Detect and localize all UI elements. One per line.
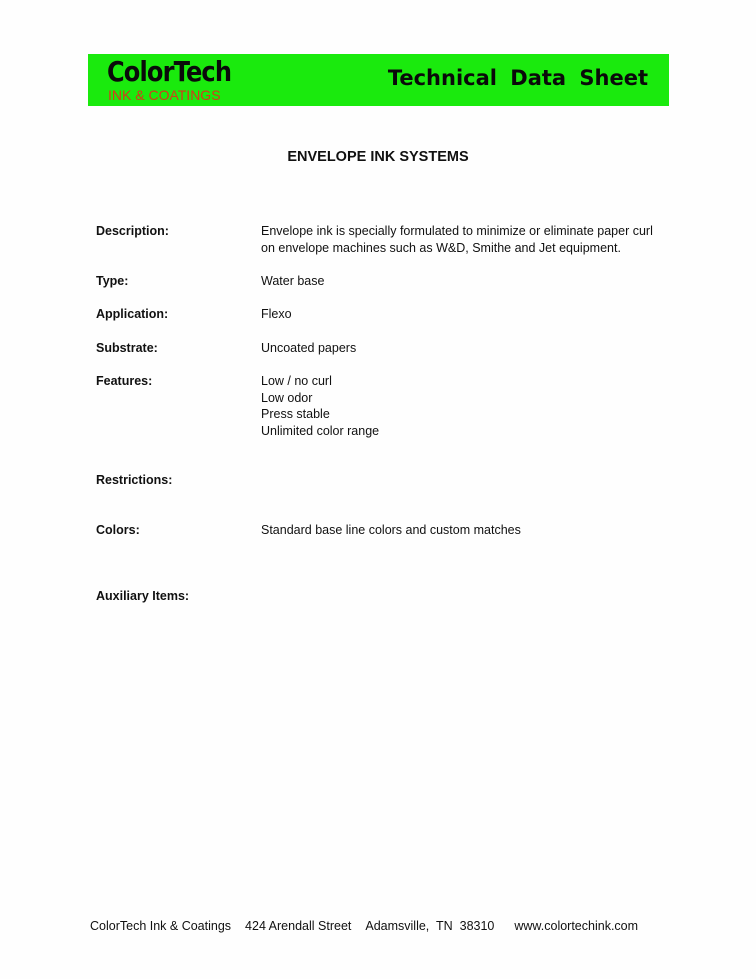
field-value-line: Water base	[261, 274, 325, 288]
header-banner	[88, 54, 669, 106]
field-value-line: Unlimited color range	[261, 423, 380, 438]
banner-title: Technical Data Sheet	[387, 66, 648, 90]
field-value	[261, 340, 666, 357]
field-label: Colors:	[96, 523, 140, 537]
field-label: Auxiliary Items:	[96, 589, 190, 603]
field-value-line: Press stable	[261, 407, 330, 421]
field-value-line: Flexo	[261, 307, 292, 321]
footer-city: Adamsville, TN 38310	[365, 919, 495, 933]
footer-street: 424 Arendall Street	[245, 919, 352, 933]
field-value-line: Low odor	[261, 390, 313, 405]
field-value-line: on envelope machines such as W&D, Smithe and Jet equipment.	[261, 240, 621, 255]
company-logo: ColorTech	[107, 55, 232, 88]
field-value-line: Standard base line colors and custom matches	[261, 523, 521, 537]
field-label: Application:	[96, 307, 169, 321]
field-label: Features:	[96, 374, 153, 388]
field-value-line: Envelope ink is specially formulated to minimize or eliminate paper curl	[261, 224, 653, 238]
field-value	[261, 273, 666, 290]
field-label: Type:	[96, 274, 129, 288]
field-label: Substrate:	[96, 341, 158, 355]
field-value-line: Low / no curl	[261, 374, 332, 388]
field-value	[261, 373, 666, 439]
field-label: Description:	[96, 224, 169, 238]
field-label: Restrictions:	[96, 473, 173, 487]
company-logo-subtitle: INK & COATINGS	[108, 87, 221, 103]
field-value	[261, 522, 666, 539]
footer	[90, 918, 638, 934]
footer-company: ColorTech Ink & Coatings	[90, 919, 232, 933]
document-title: ENVELOPE INK SYSTEMS	[287, 149, 469, 165]
field-value-line: Uncoated papers	[261, 341, 357, 355]
field-value	[261, 223, 666, 256]
field-value	[261, 306, 666, 323]
footer-website-link[interactable]: www.colortechink.com	[514, 919, 639, 933]
